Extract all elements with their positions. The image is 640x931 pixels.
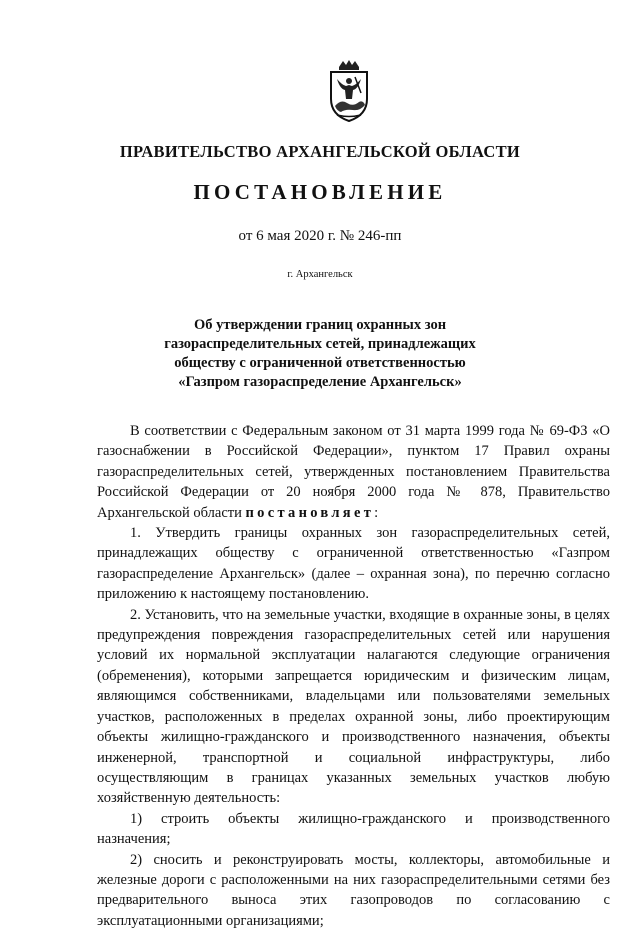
preamble-text: В соответствии с Федеральным законом от 31 марта 1999 года № 69-ФЗ «О газоснабжении в Российской Федерации», пунктом 17 Правил охраны газораспределительных сетей, утвержденных постановлением Правительства Российской Федерации от 20 ноября 2000 года № 878, Правительство Архангельской области	[97, 423, 610, 521]
document-type: ПОСТАНОВЛЕНИЕ	[193, 180, 447, 204]
document-subject	[0, 316, 640, 392]
subclause-2-paragraph: 2) сносить и реконструировать мосты, коллекторы, автомобильные и железные дороги с расположенными на них газораспределительными сетями без предварительного выноса этих газопроводов по согласованию с эксплуатационными организациями;	[97, 851, 610, 929]
government-name: ПРАВИТЕЛЬСТВО АРХАНГЕЛЬСКОЙ ОБЛАСТИ	[119, 142, 521, 161]
subclause-1-paragraph: 1) строить объекты жилищно-гражданского и производственного назначения;	[97, 810, 610, 848]
document-city: г. Архангельск	[287, 269, 353, 280]
decree-word: постановляет	[245, 504, 375, 521]
document-body	[97, 421, 610, 931]
subject-line: Об утверждении границ охранных зон	[193, 317, 447, 333]
subject-line: «Газпром газораспределение Архангельск»	[178, 374, 462, 390]
subject-line: обществу с ограниченной ответственностью	[174, 355, 466, 371]
document-date-number: от 6 мая 2020 г. № 246-пп	[238, 228, 402, 244]
coat-of-arms-icon	[325, 59, 373, 123]
clause-2-paragraph: 2. Установить, что на земельные участки, входящие в охранные зоны, в целях предупреждения повреждения газораспределительных сетей или нарушения условий их нормальной эксплуатации налагаются следующие ограничения (обременения), которыми запрещается юридическим и физическим лицам, являющимся собственниками, владельцами или пользователями земельных участков, расположенных в пределах охранной зоны, либо проектирующим объекты жилищно-гражданского и производственного назначения, объекты инженерной, транспортной и социальной инфраструктуры, либо осуществляющим в границах указанных земельных участков любую хозяйственную деятельность:	[97, 606, 610, 807]
clause-1-paragraph: 1. Утвердить границы охранных зон газораспределительных сетей, принадлежащих обществу с ограниченной ответственностью «Газпром газораспределение Архангельск» (далее – охранная зона), по перечню согласно приложению к настоящему постановлению.	[97, 525, 610, 603]
preamble-colon: :	[374, 504, 379, 521]
preamble-paragraph	[97, 421, 610, 523]
subject-line: газораспределительных сетей, принадлежащих	[164, 336, 476, 352]
